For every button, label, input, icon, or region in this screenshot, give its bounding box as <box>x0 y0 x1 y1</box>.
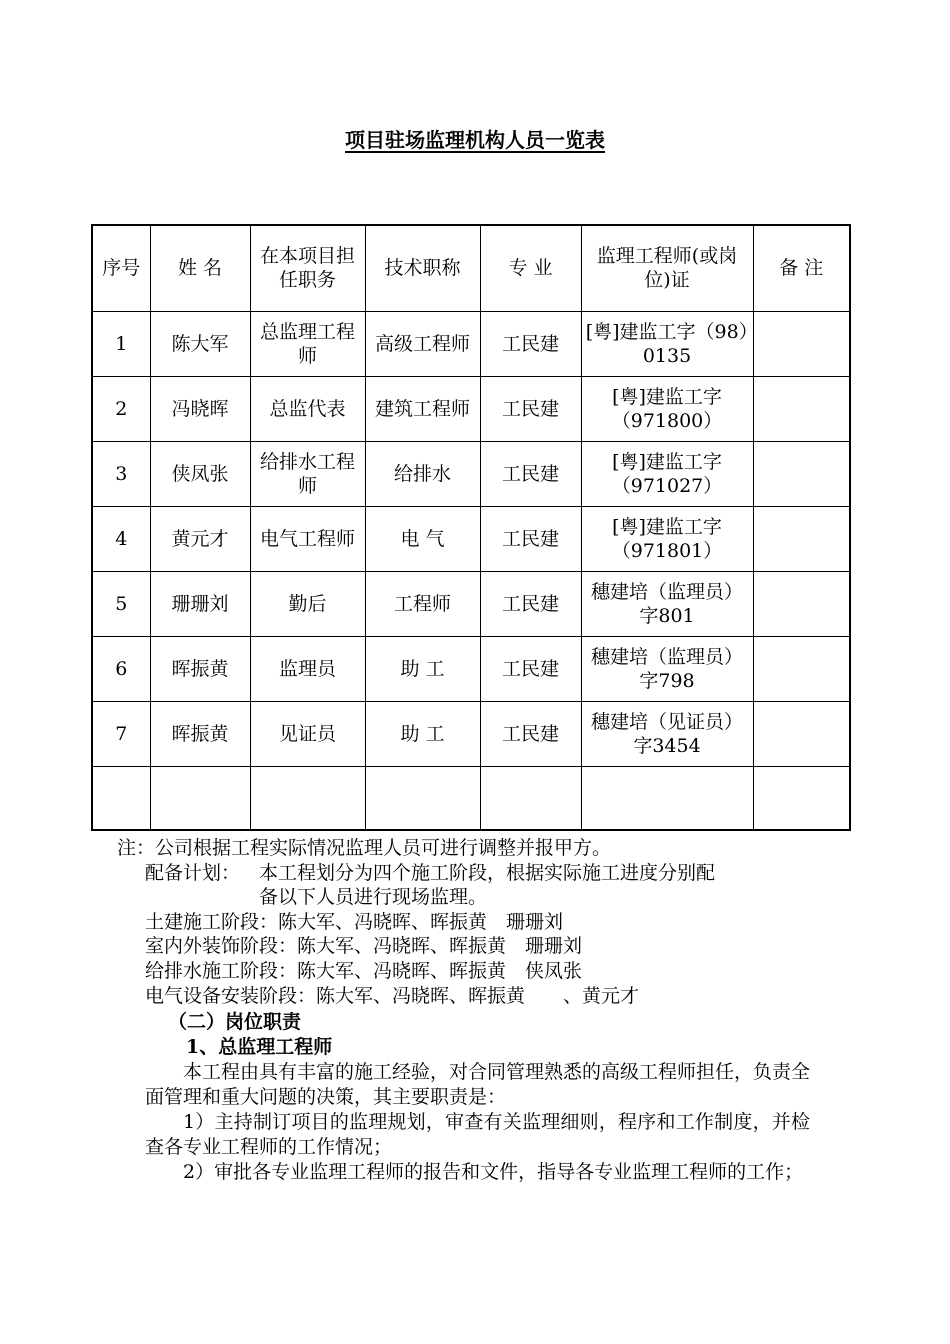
page-title: 项目驻场监理机构人员一览表 <box>345 128 605 152</box>
table-cell: 穗建培（见证员）字3454 <box>581 701 753 766</box>
table-cell: 工程师 <box>365 571 480 636</box>
table-cell: 工民建 <box>480 571 581 636</box>
section-subheading: 1、总监理工程师 <box>186 1036 333 1058</box>
table-row <box>92 506 850 571</box>
table-cell: [粤]建监工字（971027） <box>581 441 753 506</box>
section-heading: （二）岗位职责 <box>168 1011 302 1033</box>
table-cell: 电气工程师 <box>250 506 365 571</box>
table-cell: 5 <box>92 571 150 636</box>
table-cell: 监理员 <box>250 636 365 701</box>
header-cell: 监理工程师(或岗位)证 <box>581 225 753 311</box>
table-cell: 侠凤张 <box>150 441 250 506</box>
table-cell <box>753 441 850 506</box>
table-cell: 工民建 <box>480 701 581 766</box>
stage-electrical: 电气设备安装阶段：陈大军、冯晓晖、晖振黄 、黄元才 <box>145 985 640 1007</box>
table-cell: 高级工程师 <box>365 311 480 376</box>
table-row <box>92 311 850 376</box>
table-cell: 助 工 <box>365 701 480 766</box>
table-cell <box>581 766 753 830</box>
paragraph-duty-1: 1）主持制订项目的监理规划，审查有关监理细则，程序和工作制度，并检查各专业工程师的工作情况； <box>145 1111 810 1158</box>
table-cell: 6 <box>92 636 150 701</box>
table-note: 注：公司根据工程实际情况监理人员可进行调整并报甲方。 <box>117 837 612 859</box>
table-row <box>92 701 850 766</box>
table-cell: 电 气 <box>365 506 480 571</box>
table-row-empty <box>92 766 850 830</box>
table-cell <box>753 766 850 830</box>
table-cell <box>753 636 850 701</box>
table-cell: 珊珊刘 <box>150 571 250 636</box>
table-cell <box>92 766 150 830</box>
table-cell: 助 工 <box>365 636 480 701</box>
paragraph-duty-2: 2）审批各专业监理工程师的报告和文件，指导各专业监理工程师的工作； <box>183 1161 804 1183</box>
table-cell: 晖振黄 <box>150 636 250 701</box>
table-cell: 工民建 <box>480 376 581 441</box>
table-cell: 总监理工程师 <box>250 311 365 376</box>
plan-text-line-2: 备以下人员进行现场监理。 <box>259 886 488 908</box>
table-cell <box>365 766 480 830</box>
header-cell: 在本项目担任职务 <box>250 225 365 311</box>
table-cell: 7 <box>92 701 150 766</box>
table-cell: 晖振黄 <box>150 701 250 766</box>
table-cell: 3 <box>92 441 150 506</box>
table-row <box>92 441 850 506</box>
table-cell: 陈大军 <box>150 311 250 376</box>
table-cell: [粤]建监工字（971800） <box>581 376 753 441</box>
table-cell <box>753 311 850 376</box>
table-cell: 2 <box>92 376 150 441</box>
table-cell: 见证员 <box>250 701 365 766</box>
table-cell: 工民建 <box>480 311 581 376</box>
table-cell: 工民建 <box>480 441 581 506</box>
header-cell: 姓 名 <box>150 225 250 311</box>
table-cell <box>753 376 850 441</box>
table-cell: 建筑工程师 <box>365 376 480 441</box>
table-header-row <box>92 225 850 311</box>
staff-table <box>91 224 851 831</box>
table-row <box>92 571 850 636</box>
table-cell: 给排水工程师 <box>250 441 365 506</box>
header-cell: 备 注 <box>753 225 850 311</box>
plan-text-line-1: 本工程划分为四个施工阶段，根据实际施工进度分别配 <box>259 862 716 884</box>
plan-label: 配备计划： <box>145 862 241 884</box>
header-cell: 序号 <box>92 225 150 311</box>
table-cell: 穗建培（监理员）字798 <box>581 636 753 701</box>
table-cell <box>250 766 365 830</box>
table-cell: 工民建 <box>480 506 581 571</box>
stage-decoration: 室内外装饰阶段：陈大军、冯晓晖、晖振黄 珊珊刘 <box>145 935 583 957</box>
table-cell: 黄元才 <box>150 506 250 571</box>
stage-civil: 土建施工阶段：陈大军、冯晓晖、晖振黄 珊珊刘 <box>145 911 564 933</box>
stage-plumbing: 给排水施工阶段：陈大军、冯晓晖、晖振黄 侠凤张 <box>145 960 583 982</box>
table-cell: 勤后 <box>250 571 365 636</box>
table-cell: [粤]建监工字（98）0135 <box>581 311 753 376</box>
table-cell: 总监代表 <box>250 376 365 441</box>
table-cell: [粤]建监工字（971801） <box>581 506 753 571</box>
table-cell <box>753 571 850 636</box>
table-row <box>92 636 850 701</box>
table-cell: 工民建 <box>480 636 581 701</box>
table-cell: 1 <box>92 311 150 376</box>
table-cell <box>480 766 581 830</box>
table-cell: 冯晓晖 <box>150 376 250 441</box>
table-cell <box>753 506 850 571</box>
table-row <box>92 376 850 441</box>
paragraph-duties-intro: 本工程由具有丰富的施工经验，对合同管理熟悉的高级工程师担任，负责全面管理和重大问题的决策，其主要职责是： <box>145 1061 811 1108</box>
table-cell <box>150 766 250 830</box>
table-cell: 给排水 <box>365 441 480 506</box>
table-cell <box>753 701 850 766</box>
header-cell: 技术职称 <box>365 225 480 311</box>
table-cell: 穗建培（监理员）字801 <box>581 571 753 636</box>
header-cell: 专 业 <box>480 225 581 311</box>
table-cell: 4 <box>92 506 150 571</box>
